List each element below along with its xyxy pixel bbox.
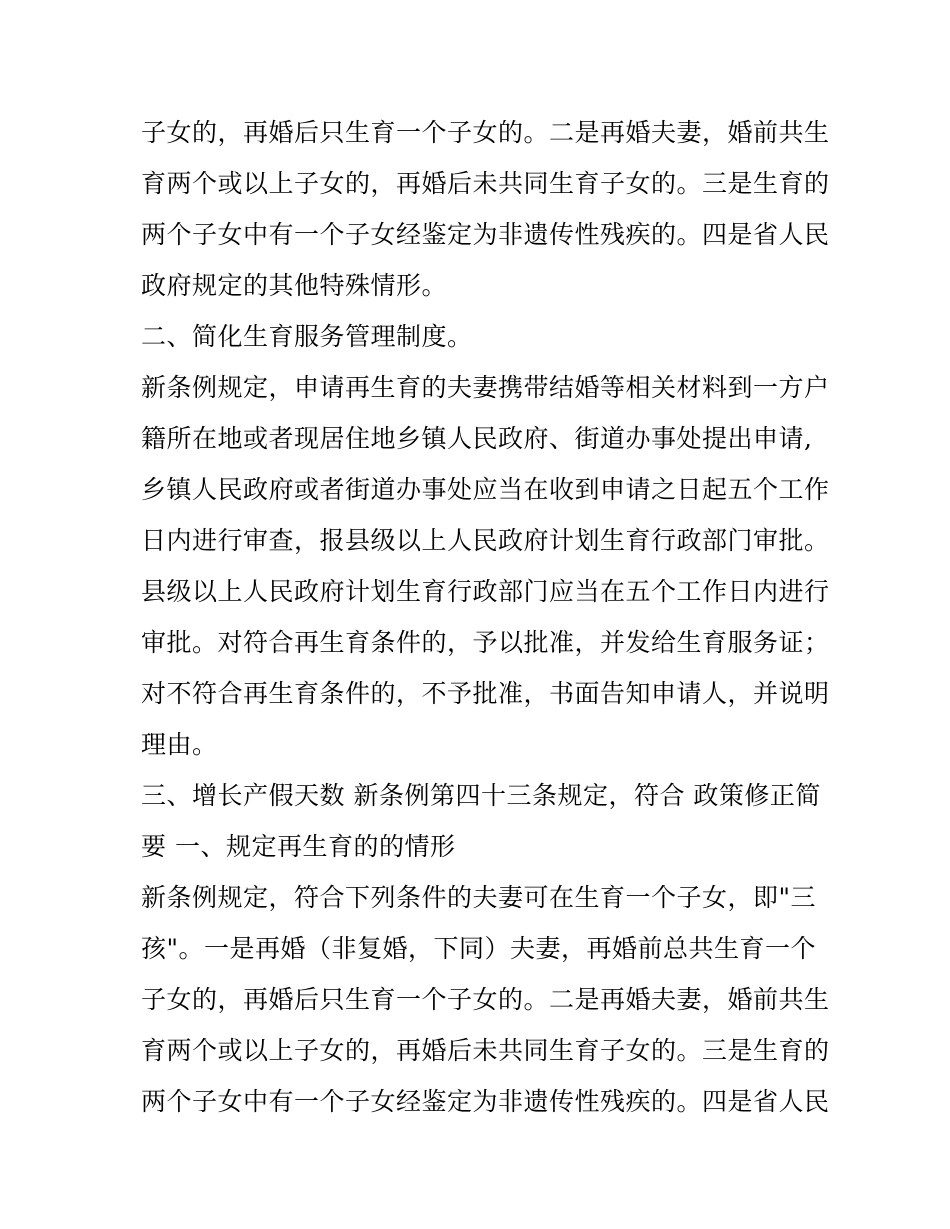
text-line: 两个子女中有一个子女经鉴定为非遗传性残疾的。四是省人民 — [141, 220, 830, 249]
text-line: 乡镇人民政府或者街道办事处应当在收到申请之日起五个工作 — [141, 475, 830, 504]
body-text — [141, 107, 830, 1127]
section-heading: 二、简化生育服务管理制度。 — [141, 322, 473, 351]
text-line: 子女的，再婚后只生育一个子女的。二是再婚夫妻，婚前共生 — [141, 118, 830, 147]
text-line: 育两个或以上子女的，再婚后未共同生育子女的。三是生育的 — [141, 169, 830, 198]
text-line: 孩"。一是再婚（非复婚，下同）夫妻，再婚前总共生育一个 — [141, 934, 817, 963]
text-line: 审批。对符合再生育条件的，予以批准，并发给生育服务证； — [141, 628, 830, 657]
text-line: 日内进行审查，报县级以上人民政府计划生育行政部门审批。 — [141, 526, 830, 555]
text-line: 对不符合再生育条件的，不予批准，书面告知申请人，并说明 — [141, 679, 830, 708]
text-line: 新条例规定，符合下列条件的夫妻可在生育一个子女，即"三 — [141, 883, 817, 912]
text-line: 籍所在地或者现居住地乡镇人民政府、街道办事处提出申请, — [141, 424, 813, 453]
text-line: 育两个或以上子女的，再婚后未共同生育子女的。三是生育的 — [141, 1036, 830, 1065]
text-line: 要 一、规定再生育的的情形 — [141, 832, 456, 861]
text-line: 理由。 — [141, 730, 218, 759]
text-line: 政府规定的其他特殊情形。 — [141, 271, 448, 300]
text-line: 子女的，再婚后只生育一个子女的。二是再婚夫妻，婚前共生 — [141, 985, 830, 1014]
text-line: 两个子女中有一个子女经鉴定为非遗传性残疾的。四是省人民 — [141, 1087, 830, 1116]
text-line: 县级以上人民政府计划生育行政部门应当在五个工作日内进行 — [141, 577, 830, 606]
text-line: 新条例规定，申请再生育的夫妻携带结婚等相关材料到一方户 — [141, 373, 830, 402]
section-heading: 三、增长产假天数 新条例第四十三条规定，符合 政策修正简 — [141, 781, 821, 810]
